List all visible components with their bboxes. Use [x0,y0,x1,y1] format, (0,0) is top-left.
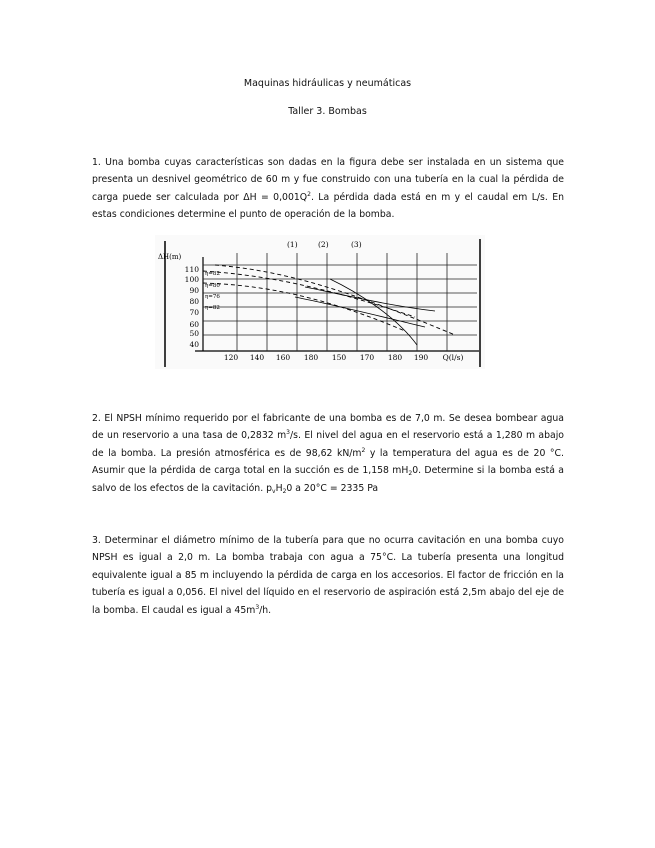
efficiency-label: η=80 [205,283,220,289]
y-tick: 60 [189,320,199,329]
y-tick: 80 [189,297,199,306]
problem-1: 1. Una bomba cuyas características son dadas en la figura debe ser instalada en un sistema que presenta un desnivel geométrico de 60 m y fue construido con una tubería en la cual la pérdida de carga puede ser calculada por $\Delta H = 0,001Q^2$. La pérdida dada está en m y el caudal em L/s. En estas condiciones determine el punto de operación de la bomba. [92,157,565,221]
workshop-title: Taller 3. Bombas [288,106,367,117]
efficiency-label: η=82 [205,305,220,311]
curve-label: (1) [287,240,298,249]
y-tick: 100 [184,275,199,284]
x-tick: 160 [275,353,291,362]
y-tick: 90 [189,286,199,295]
curve-label: (2) [318,240,329,249]
y-tick: 70 [189,308,199,317]
x-tick: 140 [249,353,265,362]
x-axis-label: Q(l/s) [442,353,464,362]
problem-3: 3. Determinar el diámetro mínimo de la tubería para que no ocurra cavitación en una bomba cuyo NPSH es igual a 2,0 m. La bomba trabaja con agua a 75°C. La tubería presenta una longitud equivalente igual a 85 m incluyendo la pérdida de carga en los accesorios. El factor de fricción en la tubería es igual a 0,056. El nivel del líquido en el reservorio de aspiración está 2,5m abajo del eje de la bomba. El caudal es igual a $45m^3/h$. [92,535,564,616]
efficiency-label: η=82 [205,271,220,277]
y-tick: 50 [189,329,199,338]
pump-curve-figure [155,235,485,369]
y-tick: 110 [184,265,199,274]
x-tick: 180 [387,353,403,362]
x-tick: 180 [303,353,319,362]
curve-label: (3) [351,240,362,249]
course-title: Maquinas hidráulicas y neumáticas [243,78,412,89]
y-axis-label: ΔH(m) [158,253,182,261]
x-tick: 150 [331,353,347,362]
x-tick: 120 [223,353,239,362]
y-tick: 40 [189,340,199,349]
efficiency-label: η=76 [205,294,220,300]
problem-2: 2. El NPSH mínimo requerido por el fabricante de una bomba es de 7,0 m. Se desea bombear agua de un reservorio a una tasa de 0,2832 $m^3/s$. El nivel del agua en el reservorio está a 1,280 m abajo de la bomba. La presión atmosférica es de 98,62 $kN/m^2$ y la temperatura del agua es de 20 °C. Asumir que la pérdida de carga total en la succión es de 1,158 $mH_20$. Determine si la bomba está a salvo de los efectos de la cavitación. $p_vH_20$ a 20°C = 2335 Pa [92,413,564,495]
x-tick: 190 [413,353,429,362]
x-tick: 170 [359,353,375,362]
